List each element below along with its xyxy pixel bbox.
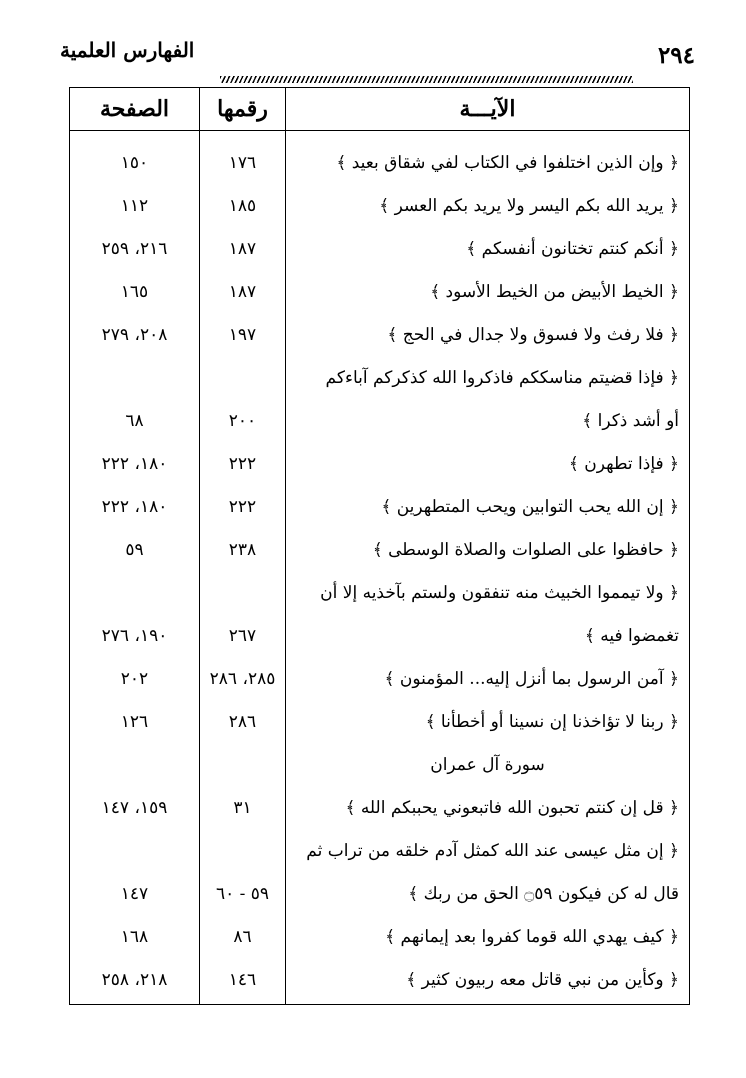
- table-row: [70, 271, 689, 313]
- verse-number: ٢٢٢: [228, 454, 257, 474]
- page-reference: ١٥٠: [120, 153, 149, 173]
- table-row: [70, 357, 689, 399]
- page-reference: ١٨٠، ٢٢٢: [101, 454, 168, 474]
- page-reference: ٢١٨، ٢٥٨: [101, 970, 168, 990]
- verse-number: ٣١: [233, 798, 252, 818]
- table-row: [70, 400, 689, 442]
- verse-number: ١٩٧: [228, 325, 257, 345]
- page-reference: ٥٩: [125, 540, 144, 560]
- table-row: [70, 658, 689, 700]
- verse-text: تغمضوا فيه ﴾: [584, 626, 679, 646]
- verse-text: ﴿ وكأين من نبي قاتل معه ربيون كثير ﴾: [406, 970, 679, 990]
- verse-number: ٥٩ - ٦٠: [215, 884, 270, 904]
- table-row: [70, 873, 689, 915]
- verse-number: ١٤٦: [228, 970, 257, 990]
- verse-text: قال له كن فيكون ۝٥٩ الحق من ربك ﴾: [408, 884, 679, 904]
- column-header-verse: الآيـــة: [459, 96, 516, 122]
- header-rule: [220, 76, 633, 83]
- verse-text: ﴿ قل إن كنتم تحبون الله فاتبعوني يحببكم الله ﴾: [345, 798, 679, 818]
- verse-number: ١٧٦: [228, 153, 257, 173]
- verse-text: ﴿ وإن الذين اختلفوا في الكتاب لفي شقاق بعيد ﴾: [336, 153, 679, 173]
- table-row: [70, 959, 689, 1001]
- verse-number: ٢٨٦: [228, 712, 257, 732]
- header-divider: [70, 130, 689, 131]
- surah-heading: سورة آل عمران: [430, 755, 545, 775]
- table-row: [70, 701, 689, 743]
- verse-text: ﴿ كيف يهدي الله قوما كفروا بعد إيمانهم ﴾: [385, 927, 679, 947]
- table-row: [70, 916, 689, 958]
- table-row: [70, 314, 689, 356]
- verse-number: ٢٨٥، ٢٨٦: [209, 669, 276, 689]
- table-row: [70, 486, 689, 528]
- index-table: [69, 87, 690, 1005]
- verse-number: ٢٣٨: [228, 540, 257, 560]
- verse-text: ﴿ فإذا تطهرن ﴾: [568, 454, 679, 474]
- column-header-number: رقمها: [217, 96, 268, 122]
- verse-number: ٢٠٠: [228, 411, 257, 431]
- table-row: [70, 615, 689, 657]
- page-header: [60, 34, 695, 74]
- verse-text: ﴿ فإذا قضيتم مناسككم فاذكروا الله كذكركم آباءكم: [325, 368, 679, 388]
- page-reference: ٦٨: [125, 411, 144, 431]
- page-reference: ١٤٧: [120, 884, 149, 904]
- table-row: [70, 572, 689, 614]
- verse-text: ﴿ ولا تيمموا الخبيث منه تنفقون ولستم بآخذيه إلا أن: [320, 583, 679, 603]
- column-header-page: الصفحة: [99, 96, 170, 122]
- table-row: [70, 787, 689, 829]
- page-number: ٢٩٤: [657, 42, 695, 69]
- table-row: [70, 228, 689, 270]
- verse-text: ﴿ أنكم كنتم تختانون أنفسكم ﴾: [466, 239, 679, 259]
- table-row: [70, 443, 689, 485]
- verse-number: ١٨٥: [228, 196, 257, 216]
- page-reference: ١١٢: [120, 196, 149, 216]
- verse-number: ٨٦: [233, 927, 252, 947]
- page-reference: ١٦٥: [120, 282, 149, 302]
- verse-number: ١٨٧: [228, 282, 257, 302]
- page-reference: ١٨٠، ٢٢٢: [101, 497, 168, 517]
- table-row: [70, 142, 689, 184]
- verse-number: ٢٢٢: [228, 497, 257, 517]
- verse-number: ٢٦٧: [228, 626, 257, 646]
- verse-text: أو أشد ذكرا ﴾: [582, 411, 679, 431]
- page-reference: ١٥٩، ١٤٧: [101, 798, 168, 818]
- verse-text: ﴿ إن مثل عيسى عند الله كمثل آدم خلقه من تراب ثم: [306, 841, 679, 861]
- verse-text: ﴿ الخيط الأبيض من الخيط الأسود ﴾: [430, 282, 679, 302]
- verse-number: ١٨٧: [228, 239, 257, 259]
- verse-text: ﴿ يريد الله بكم اليسر ولا يريد بكم العسر ﴾: [379, 196, 679, 216]
- table-row: [70, 529, 689, 571]
- page-reference: ١٦٨: [120, 927, 149, 947]
- table-row: [70, 185, 689, 227]
- page-reference: ١٢٦: [120, 712, 149, 732]
- page-reference: ٢١٦، ٢٥٩: [101, 239, 168, 259]
- page-reference: ١٩٠، ٢٧٦: [101, 626, 168, 646]
- verse-text: ﴿ إن الله يحب التوابين ويحب المتطهرين ﴾: [381, 497, 679, 517]
- page-reference: ٢٠٨، ٢٧٩: [101, 325, 168, 345]
- verse-text: ﴿ آمن الرسول بما أنزل إليه... المؤمنون ﴾: [384, 669, 679, 689]
- verse-text: ﴿ حافظوا على الصلوات والصلاة الوسطى ﴾: [372, 540, 679, 560]
- surah-heading-row: [70, 744, 689, 786]
- verse-text: ﴿ فلا رفث ولا فسوق ولا جدال في الحج ﴾: [387, 325, 679, 345]
- verse-text: ﴿ ربنا لا تؤاخذنا إن نسينا أو أخطأنا ﴾: [425, 712, 679, 732]
- table-row: [70, 830, 689, 872]
- page-reference: ٢٠٢: [120, 669, 149, 689]
- running-title: الفهارس العلمية: [60, 38, 195, 62]
